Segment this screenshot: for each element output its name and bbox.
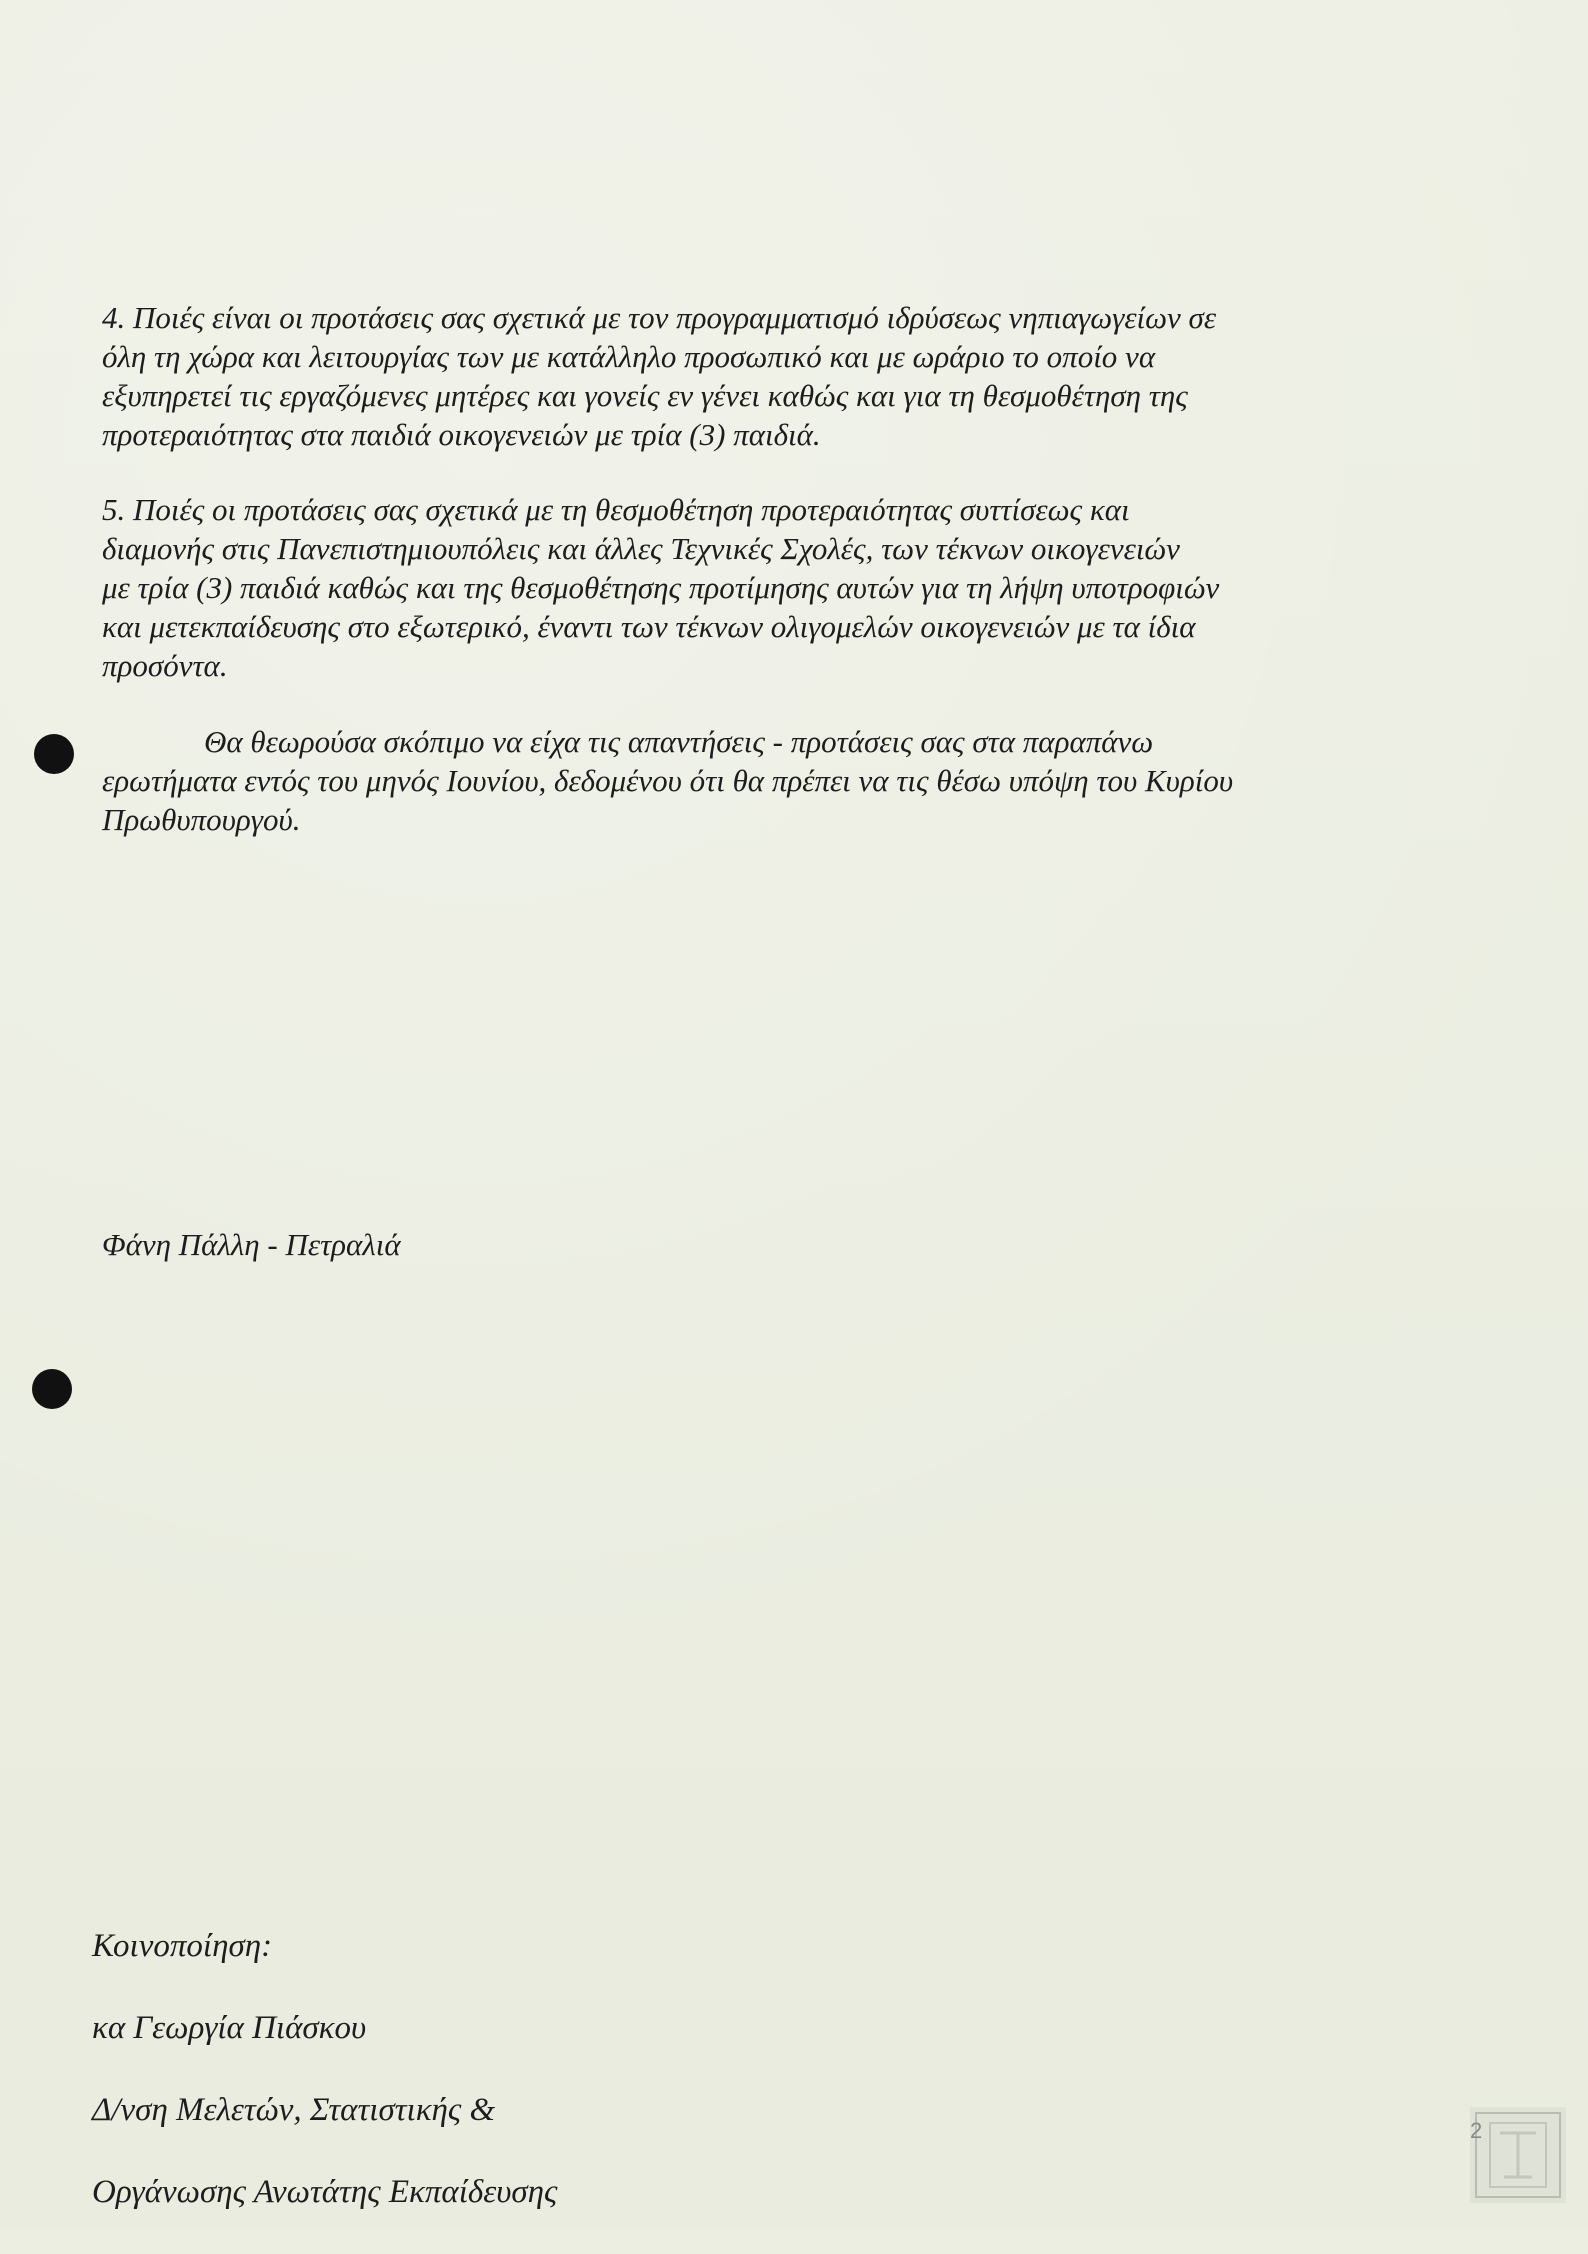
cc-heading: Κοινοποίηση: — [92, 1928, 273, 1964]
punch-hole-icon — [32, 1369, 72, 1409]
page-number: 2 — [1470, 2118, 1483, 2143]
cc-line: Οργάνωσης Ανωτάτης Εκπαίδευσης — [92, 2174, 558, 2210]
cc-line: Δ/νση Μελετών, Στατιστικής & — [92, 2092, 496, 2128]
closing-paragraph: Θα θεωρούσα σκόπιμο να είχα τις απαντήσεις - προτάσεις σας στα παραπάνω ερωτήματα εντός του μηνός Ιουνίου, δεδομένου ότι θα πρέπει να τις θέσω υπόψη του Κυρίου Πρωθυπουργού. — [102, 724, 1234, 837]
cc-line: κα Γεωργία Πιάσκου — [92, 2010, 367, 2046]
paragraph-question-5: 5. Ποιές οι προτάσεις σας σχετικά με τη θεσμοθέτηση προτεραιότητας συττίσεως και διαμονής στις Πανεπιστημιουπόλεις και άλλες Τεχνικές Σχολές, των τέκνων οικογενειών με τρία (3) παιδιά καθώς και της θεσμοθέτησης προτίμησης αυτών για τη λήψη υποτροφιών και μετεκπαίδευσης στο εξωτερικό, έναντι των τέκνων ολιγομελών οικογενειών με τα ίδια προσόντα. — [102, 492, 1220, 683]
cc-block — [92, 1885, 1492, 2254]
signature-name: Φάνη Πάλλη - Πετραλιά — [102, 1227, 401, 1262]
punch-hole-icon — [34, 734, 74, 774]
paragraph-question-4: 4. Ποιές είναι οι προτάσεις σας σχετικά με τον προγραμματισμό ιδρύσεως νηπιαγωγείων σε όλη τη χώρα και λειτουργίας των με κατάλληλο προσωπικό και με ωράριο το οποίο να εξυπηρετεί τις εργαζόμενες μητέρες και γονείς εν γένει καθώς και για τη θεσμοθέτηση της προτεραιότητας στα παιδιά οικογενειών με τρία (3) παιδιά. — [102, 300, 1217, 452]
archive-stamp-icon — [1470, 2107, 1566, 2203]
